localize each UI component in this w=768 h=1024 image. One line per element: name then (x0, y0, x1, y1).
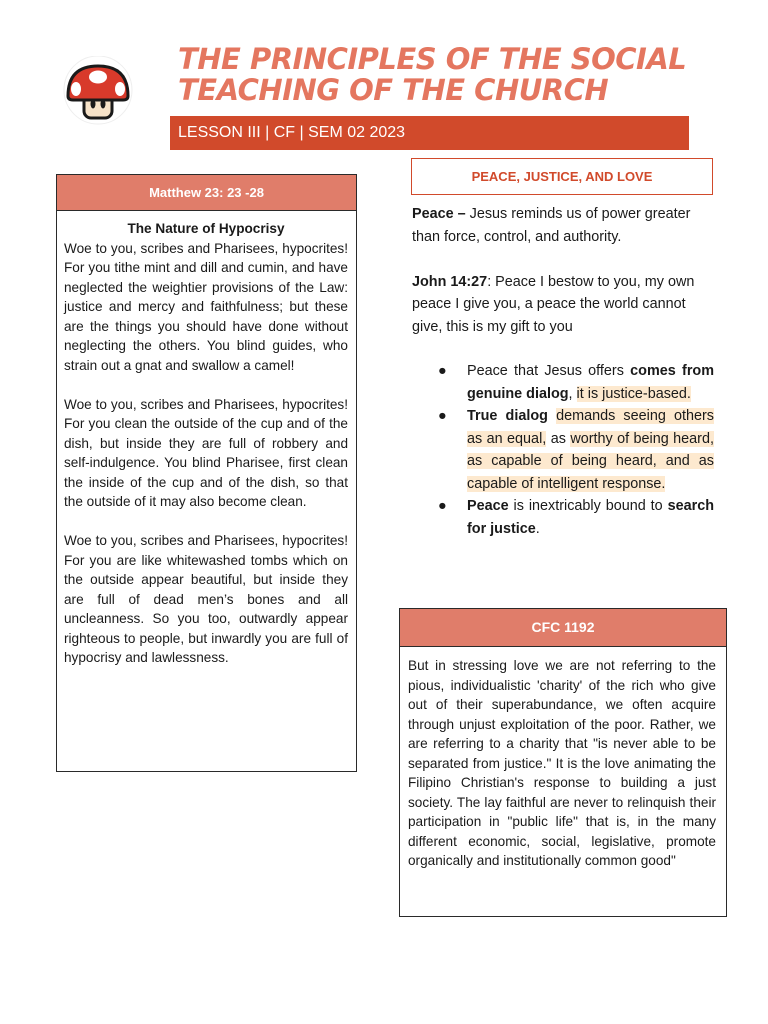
john-text: : Peace I bestow to you, my own peace I give you, a peace the world cannot give, this is my gift to you (412, 273, 695, 335)
bullet-icon: ● (438, 408, 447, 424)
cfc-box (399, 608, 727, 917)
list-item: ● True dialog demands seeing others as an equal, as worthy of being heard, as capable of being heard, and as capable of intelligent response. (438, 405, 714, 495)
list-item: ● Peace is inextricably bound to search for justice. (438, 495, 714, 540)
cfc-body: But in stressing love we are not referring to the pious, individualistic 'charity' of the rich who give out of their superabundance, we often acquire through unjust exploitation of the poor. Rather, we are referring to a charity that "is never able to be separated from justice." It is the love animating the Filipino Christian's response to building a just society. The lay faithful are never to relinquish their participation in "public life" that is, in the many different economic, social, legislative, promote organically and institutionally common good" (408, 658, 716, 868)
highlight: demands seeing others as an equal, (467, 408, 714, 447)
matthew-paragraph-1: Woe to you, scribes and Pharisees, hypocrites! For you tithe mint and dill and cumin, and have neglected the weightier provisions of the Law: justice and mercy and faithfulness; but these are the things you should have done without neglecting the others. You blind guides, who strain out a gnat and swallow a camel! (64, 240, 348, 373)
page-title (178, 44, 738, 106)
peace-definition-text: Jesus reminds us of power greater than force, control, and authority. (412, 206, 691, 245)
title-line-2: TEACHING OF THE CHURCH (178, 73, 609, 107)
matthew-body (57, 211, 356, 668)
matthew-box (56, 174, 357, 772)
highlight: worthy of being heard, as capable of being heard, and as capable of intelligent response. (467, 430, 714, 492)
cfc-heading: CFC 1192 (400, 609, 726, 647)
matthew-paragraph-3: Woe to you, scribes and Pharisees, hypocrites! For you are like whitewashed tombs which on the outside appear beautiful, but inside they are full of dead men’s bones and all uncleanness. So you too, outwardly appear righteous to people, but inwardly you are full of hypocrisy and lawlessness. (64, 533, 348, 665)
john-label: John 14:27 (412, 273, 488, 290)
title-line-1: THE PRINCIPLES OF THE SOCIAL (178, 42, 687, 76)
highlight: it is justice-based. (576, 385, 691, 402)
peace-label: Peace – (412, 206, 466, 222)
matthew-heading: Matthew 23: 23 -28 (57, 175, 356, 211)
peace-text (412, 203, 714, 338)
lesson-bar: LESSON III | CF | SEM 02 2023 (170, 116, 689, 150)
peace-definition (412, 203, 714, 248)
john-verse (412, 271, 714, 339)
peace-heading: PEACE, JUSTICE, AND LOVE (411, 158, 713, 195)
mushroom-icon (60, 56, 136, 126)
matthew-paragraph-2: Woe to you, scribes and Pharisees, hypocrites! For you clean the outside of the cup and of the dish, but inside they are full of robbery and self-indulgence. You blind Pharisee, first clean the inside of the cup and of the dish, so that the outside of it may also become clean. (64, 396, 348, 509)
peace-bullets (438, 360, 714, 540)
bullet-icon: ● (438, 498, 447, 514)
matthew-subtitle: The Nature of Hypocrisy (127, 221, 285, 236)
list-item: ● Peace that Jesus offers comes from genuine dialog, it is justice-based. (438, 360, 714, 405)
bullet-icon: ● (438, 363, 447, 379)
